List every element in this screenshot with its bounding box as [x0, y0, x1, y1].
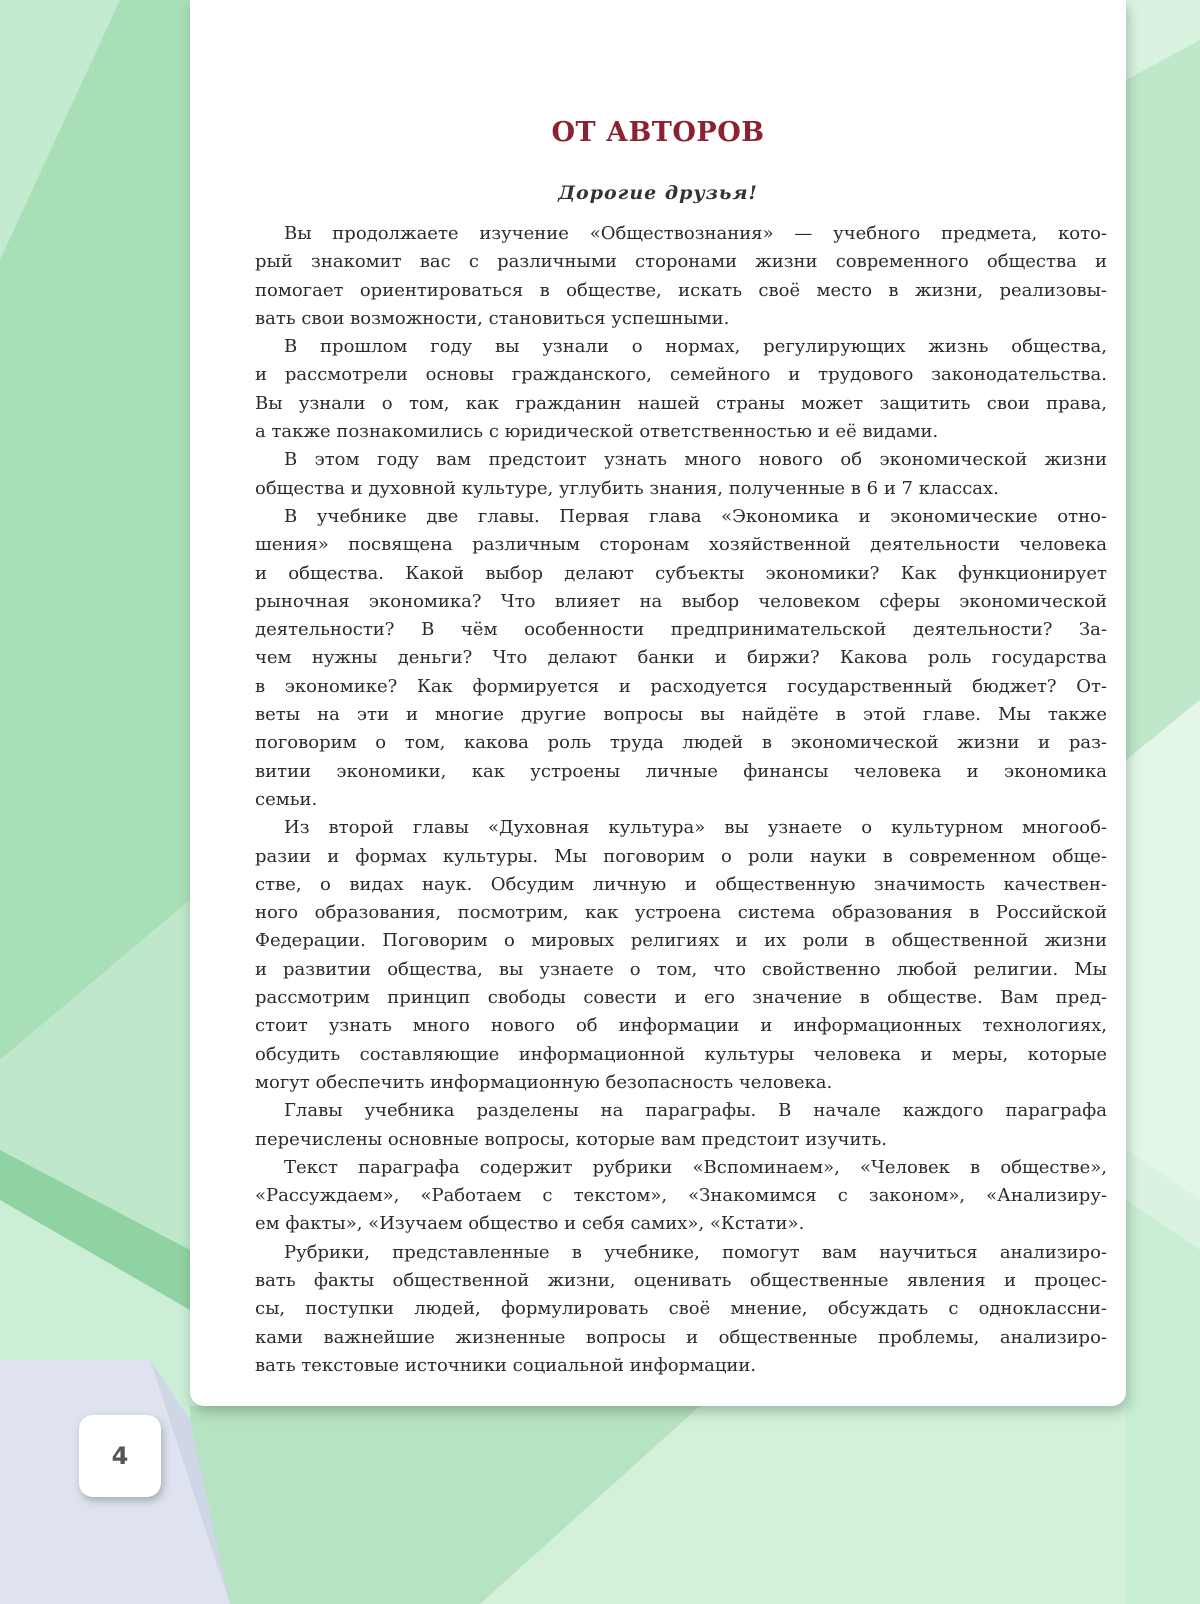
- page-number-badge: [79, 1415, 161, 1497]
- text-line: рассмотрим принцип свободы совести и его значение в обществе. Вам пред-: [255, 987, 1107, 1009]
- text-line: семьи.: [255, 788, 318, 810]
- text-line: и рассмотрели основы гражданского, семейного и трудового законодательства.: [255, 364, 1107, 386]
- paragraph: [255, 1154, 1107, 1239]
- paragraph: [255, 333, 1107, 446]
- paragraph: [255, 503, 1107, 814]
- text-line: Текст параграфа содержит рубрики «Вспоминаем», «Человек в обществе»,: [284, 1156, 1107, 1178]
- text-line: стоит узнать много нового об информации и информационных технологиях,: [255, 1015, 1107, 1037]
- text-line: Вы продолжаете изучение «Обществознания» — учебного предмета, кото-: [284, 223, 1107, 244]
- text-line: веты на эти и многие другие вопросы вы найдёте в этой главе. Мы также: [255, 704, 1107, 726]
- text-line: Из второй главы «Духовная культура» вы узнаете о культурном многооб-: [284, 817, 1107, 839]
- text-line: рый знакомит вас с различными сторонами жизни современного общества и: [255, 251, 1107, 273]
- text-line: перечислены основные вопросы, которые вам предстоит изучить.: [255, 1128, 887, 1150]
- text-line: сы, поступки людей, формулировать своё мнение, обсуждать с одноклассни-: [255, 1298, 1107, 1320]
- paragraph: [255, 220, 1107, 333]
- text-line: помогает ориентироваться в обществе, искать своё место в жизни, реализовы-: [255, 279, 1107, 301]
- text-line: вать свои возможности, становиться успешными.: [255, 307, 730, 329]
- text-line: а также познакомились с юридической ответственностью и её видами.: [255, 421, 939, 443]
- text-line: общества и духовной культуре, углубить знания, полученные в 6 и 7 классах.: [255, 477, 999, 499]
- text-line: чем нужны деньги? Что делают банки и биржи? Какова роль государства: [255, 647, 1107, 669]
- text-line: В прошлом году вы узнали о нормах, регулирующих жизнь общества,: [284, 336, 1107, 358]
- text-line: шения» посвящена различным сторонам хозяйственной деятельности человека: [255, 534, 1107, 556]
- body-text: [255, 220, 1107, 1380]
- content-card: [190, 0, 1126, 1406]
- text-line: ного образования, посмотрим, как устроена система образования в Российской: [255, 902, 1107, 924]
- text-line: «Рассуждаем», «Работаем с текстом», «Знакомимся с законом», «Анализиру-: [255, 1185, 1107, 1207]
- paragraph: [255, 814, 1107, 1097]
- text-line: рыночная экономика? Что влияет на выбор человеком сферы экономической: [255, 590, 1107, 612]
- text-line: Вы узнали о том, как гражданин нашей страны может защитить свои права,: [255, 392, 1107, 414]
- text-line: разии и формах культуры. Мы поговорим о роли науки в современном обще-: [255, 845, 1107, 867]
- page-number: 4: [111, 1442, 129, 1470]
- text-line: обсудить составляющие информационной культуры человека и меры, которые: [255, 1043, 1107, 1065]
- text-line: В этом году вам предстоит узнать много нового об экономической жизни: [284, 449, 1107, 471]
- page-title: ОТ АВТОРОВ: [551, 117, 765, 148]
- text-line: ками важнейшие жизненные вопросы и общественные проблемы, анализиро-: [255, 1326, 1107, 1348]
- text-line: поговорим о том, какова роль труда людей в экономической жизни и раз-: [255, 732, 1107, 754]
- text-line: могут обеспечить информационную безопасность человека.: [255, 1071, 833, 1093]
- greeting: Дорогие друзья!: [558, 182, 758, 204]
- text-line: стве, о видах наук. Обсудим личную и общественную значимость качествен-: [255, 873, 1107, 895]
- text-line: В учебнике две главы. Первая глава «Экономика и экономические отно-: [284, 505, 1107, 527]
- text-line: Рубрики, представленные в учебнике, помогут вам научиться анализиро-: [284, 1241, 1107, 1263]
- paragraph: [255, 1239, 1107, 1380]
- paragraph: [255, 1097, 1107, 1154]
- text-line: ем факты», «Изучаем общество и себя самих», «Кстати».: [255, 1213, 805, 1235]
- text-line: Главы учебника разделены на параграфы. В начале каждого параграфа: [284, 1100, 1107, 1122]
- text-line: и общества. Какой выбор делают субъекты экономики? Как функционирует: [255, 562, 1107, 584]
- text-line: вать факты общественной жизни, оценивать общественные явления и процес-: [255, 1269, 1107, 1291]
- text-line: деятельности? В чём особенности предпринимательской деятельности? За-: [255, 619, 1107, 641]
- text-line: вать текстовые источники социальной информации.: [255, 1354, 757, 1376]
- text-line: и развитии общества, вы узнаете о том, что свойственно любой религии. Мы: [255, 958, 1107, 980]
- paragraph: [255, 446, 1107, 503]
- text-line: в экономике? Как формируется и расходуется государственный бюджет? От-: [255, 675, 1107, 697]
- text-line: витии экономики, как устроены личные финансы человека и экономика: [255, 760, 1107, 782]
- text-line: Федерации. Поговорим о мировых религиях и их роли в общественной жизни: [255, 930, 1107, 952]
